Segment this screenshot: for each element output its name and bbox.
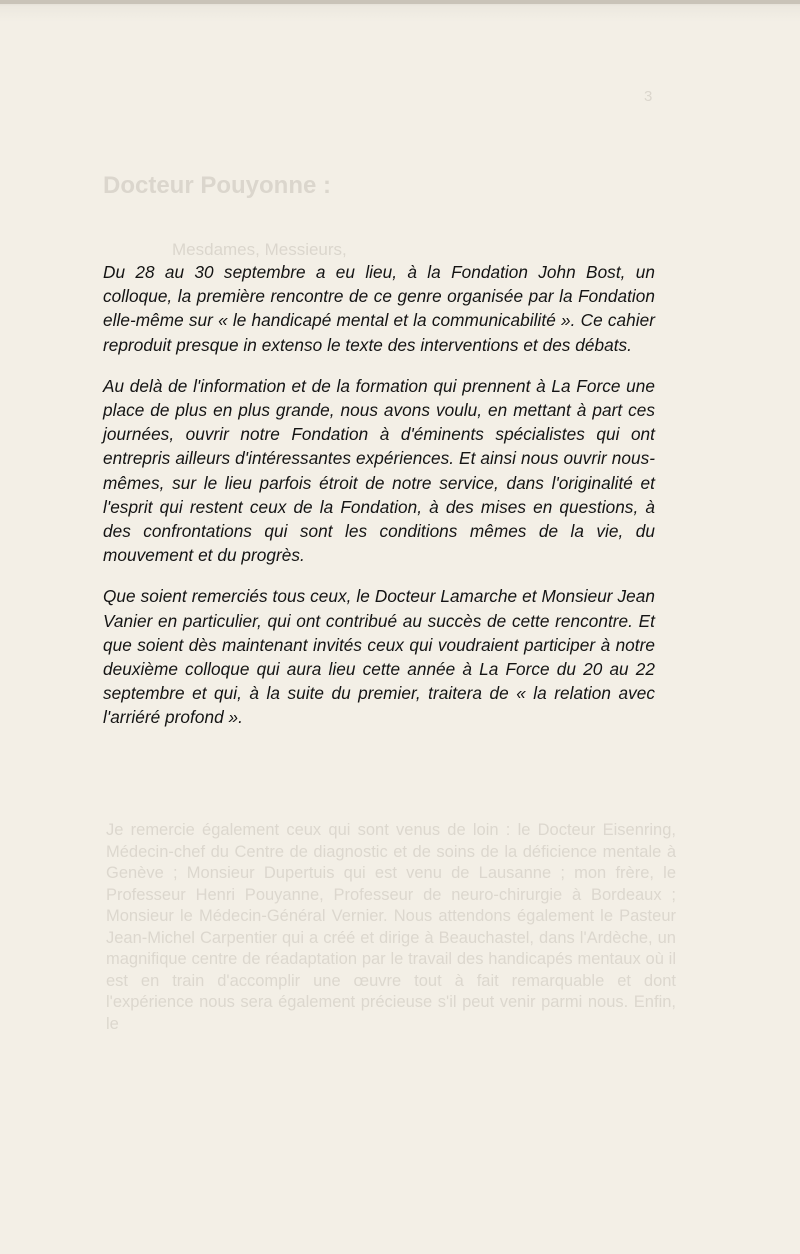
bleed-page-number: 3 xyxy=(644,88,653,105)
foreword-text xyxy=(103,260,655,747)
foreword-paragraph-2: Au delà de l'information et de la formation qui prennent à La Force une place de plus en plus grande, nous avons voulu, en mettant à part ces journées, ouvrir notre Fondation à d'éminents spécialistes qui ont entrepris ailleurs d'intéressantes expériences. Et ainsi nous ouvrir nous-mêmes, sur le lieu parfois étroit de notre service, dans l'originalité et l'esprit qui restent ceux de la Fondation, à des mises en questions, à des confrontations qui sont les conditions mêmes de la vie, du mouvement et du progrès. xyxy=(103,375,655,566)
bleed-salutation: Mesdames, Messieurs, xyxy=(172,240,347,259)
foreword-paragraph-3: Que soient remerciés tous ceux, le Docteur Lamarche et Monsieur Jean Vanier en particulier, qui ont contribué au succès de cette rencontre. Et que soient dès maintenant invités ceux qui voudraient participer à notre deuxième colloque qui aura lieu cette année à La Force du 20 au 22 septembre et qui, à la suite du premier, traitera de « la relation avec l'arriéré profond ». xyxy=(103,586,655,728)
bleed-heading: Docteur Pouyonne : xyxy=(103,172,332,199)
page-top-edge xyxy=(0,0,800,4)
bleed-lower-text: Je remercie également ceux qui sont venus de loin : le Docteur Eisenring, Médecin-chef du Centre de diagnostic et de soins de la déficience mentale à Genève ; Monsieur Dupertuis qui est venu de Lausanne ; mon frère, le Professeur Henri Pouyanne, Professeur de neuro-chirurgie à Bordeaux ; Monsieur le Médecin-Général Vernier. Nous attendons également le Pasteur Jean-Michel Carpentier qui a créé et dirige à Beauchastel, dans l'Ardèche, un magnifique centre de réadaptation par le travail des handicapés mentaux où il est en train d'accomplir une œuvre tout à fait remarquable et dont l'expérience nous sera également précieuse s'il peut venir parmi nous. Enfin, le xyxy=(106,821,676,1033)
foreword-paragraph-1: Du 28 au 30 septembre a eu lieu, à la Fondation John Bost, un colloque, la première rencontre de ce genre organisée par la Fondation elle-même sur « le handicapé mental et la communicabilité ». Ce cahier reproduit presque in extenso le texte des interventions et des débats. xyxy=(103,262,655,355)
